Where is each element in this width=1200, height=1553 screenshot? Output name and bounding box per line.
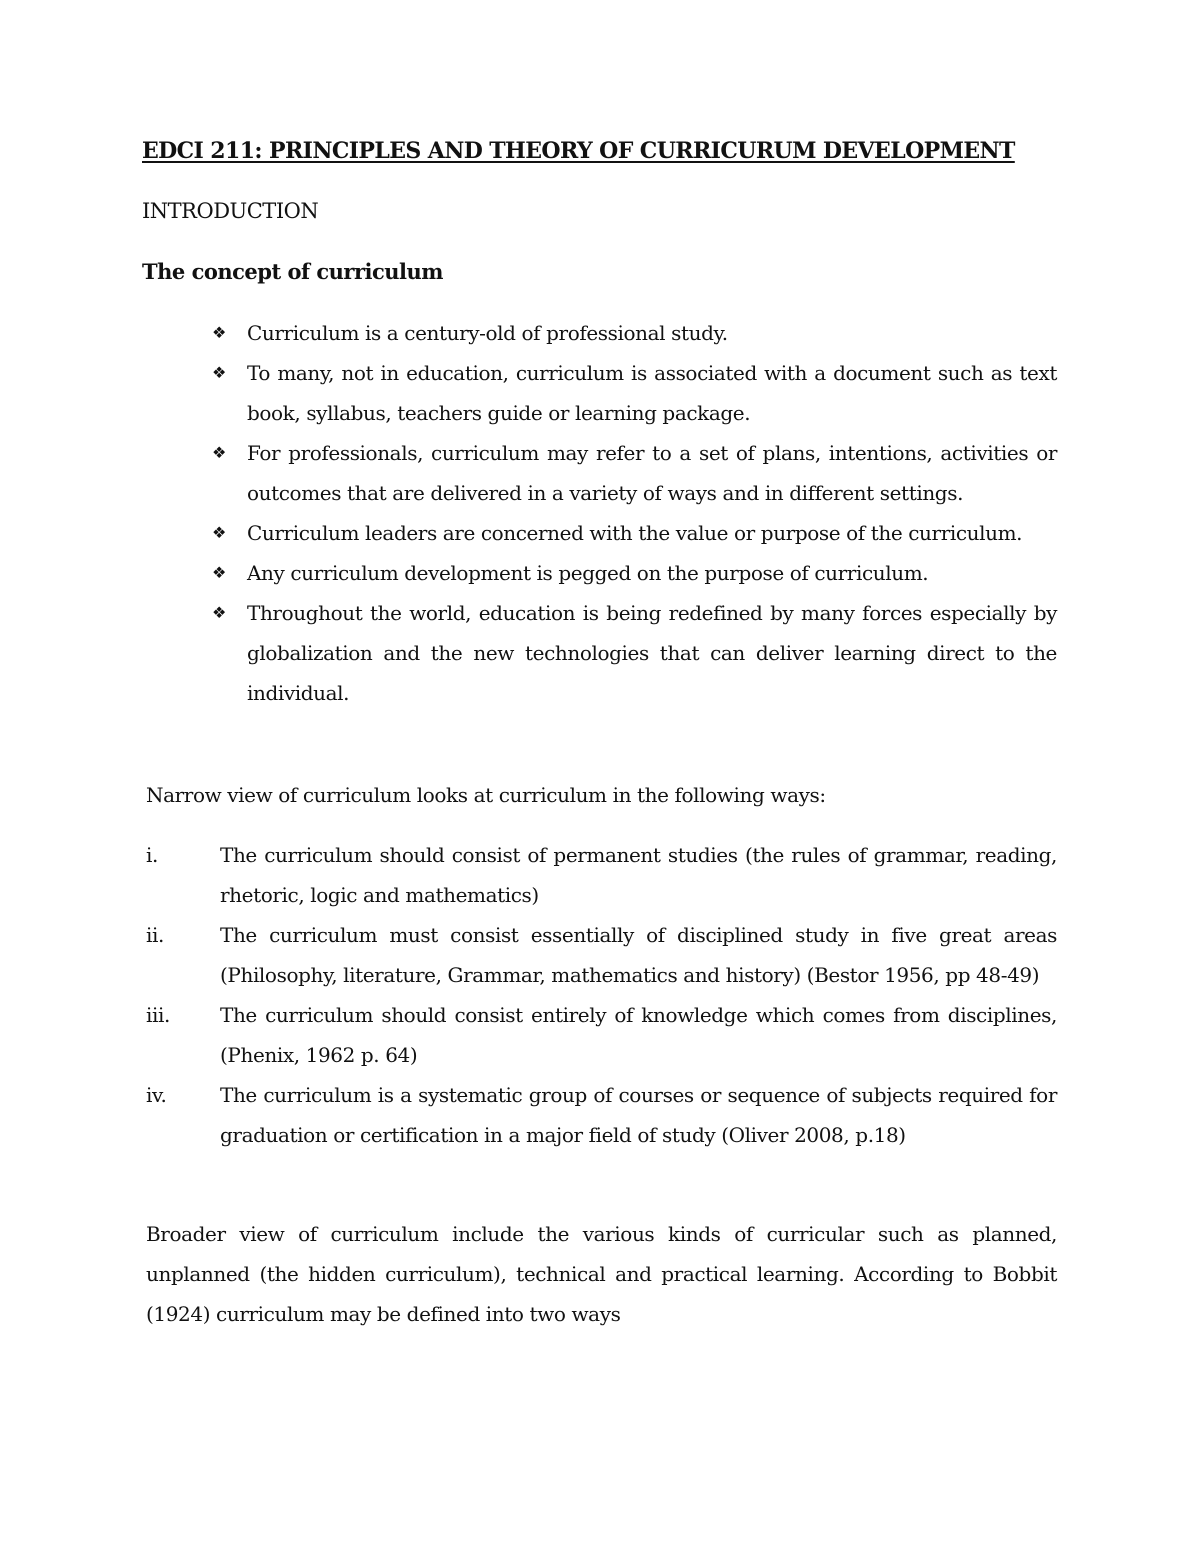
list-item <box>146 835 1057 915</box>
list-item-text: The curriculum must consist essentially of disciplined study in five great areas (Philosophy, literature, Grammar, mathematics and history) (Bestor 1956, pp 48-49) <box>220 923 1057 987</box>
diamond-bullet-icon: ❖ <box>212 363 226 382</box>
list-item <box>212 513 1057 553</box>
roman-numeral: iv. <box>146 1083 167 1107</box>
bullet-text: Throughout the world, education is being redefined by many forces especially by globalization and the new technologies that can deliver learning direct to the individual. <box>247 601 1057 705</box>
list-item <box>146 915 1057 995</box>
list-item <box>212 433 1057 513</box>
roman-numeral: i. <box>146 843 158 867</box>
narrow-view-list <box>146 835 1057 1155</box>
diamond-bullet-icon: ❖ <box>212 323 226 342</box>
list-item <box>146 1075 1057 1155</box>
list-item-text: The curriculum is a systematic group of courses or sequence of subjects required for graduation or certification in a major field of study (Oliver 2008, p.18) <box>220 1083 1057 1147</box>
document-title: EDCI 211: PRINCIPLES AND THEORY OF CURRICURUM DEVELOPMENT <box>142 138 1015 164</box>
list-item <box>146 995 1057 1075</box>
subheading-concept-of-curriculum: The concept of curriculum <box>142 259 444 284</box>
roman-numeral: ii. <box>146 923 164 947</box>
narrow-view-intro: Narrow view of curriculum looks at curriculum in the following ways: <box>146 783 826 807</box>
list-item <box>212 353 1057 433</box>
bullet-text: Curriculum is a century-old of professional study. <box>247 321 728 345</box>
diamond-bullet-icon: ❖ <box>212 443 226 462</box>
diamond-bullet-icon: ❖ <box>212 523 226 542</box>
bullet-text: Curriculum leaders are concerned with the value or purpose of the curriculum. <box>247 521 1023 545</box>
list-item <box>212 553 1057 593</box>
bullet-text: Any curriculum development is pegged on the purpose of curriculum. <box>247 561 929 585</box>
bullet-text: For professionals, curriculum may refer to a set of plans, intentions, activities or outcomes that are delivered in a variety of ways and in different settings. <box>247 441 1057 505</box>
diamond-bullet-icon: ❖ <box>212 603 226 622</box>
broader-view-paragraph: Broader view of curriculum include the various kinds of curricular such as planned, unplanned (the hidden curriculum), technical and practical learning. According to Bobbit (1924) curriculum may be defined into two ways <box>146 1222 1057 1326</box>
section-heading-introduction: INTRODUCTION <box>142 199 319 223</box>
list-item-text: The curriculum should consist entirely of knowledge which comes from disciplines, (Phenix, 1962 p. 64) <box>220 1003 1057 1067</box>
bullet-text: To many, not in education, curriculum is associated with a document such as text book, syllabus, teachers guide or learning package. <box>247 361 1057 425</box>
list-item <box>212 313 1057 353</box>
concept-bullet-list <box>212 313 1057 713</box>
diamond-bullet-icon: ❖ <box>212 563 226 582</box>
list-item <box>212 593 1057 713</box>
list-item-text: The curriculum should consist of permanent studies (the rules of grammar, reading, rhetoric, logic and mathematics) <box>220 843 1057 907</box>
roman-numeral: iii. <box>146 1003 170 1027</box>
